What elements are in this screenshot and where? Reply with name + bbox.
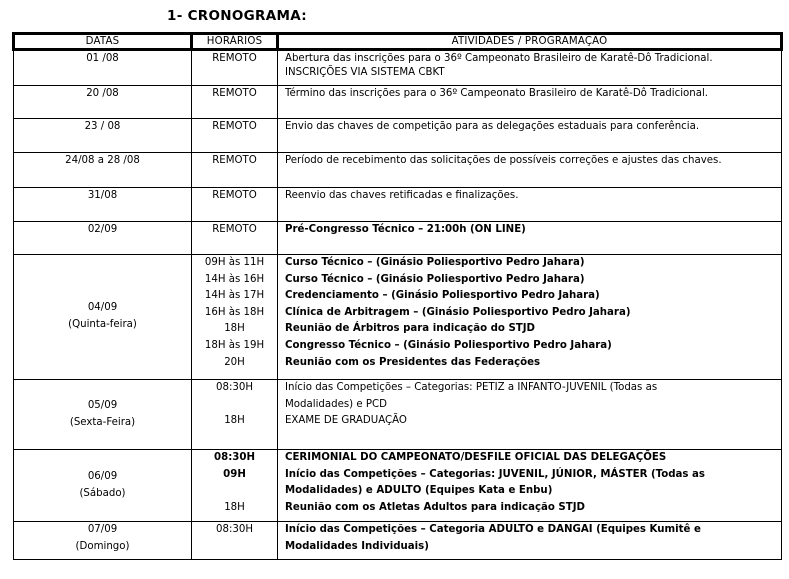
time-cell (192, 50, 278, 86)
date-cell (14, 222, 192, 255)
table-row (14, 188, 782, 222)
time-text: 14H às 16H (204, 273, 265, 285)
activity-cell (278, 188, 782, 222)
time-text: 16H às 18H (204, 306, 265, 318)
table-row (14, 86, 782, 119)
time-text (192, 397, 277, 414)
activity-text: Pré-Congresso Técnico – 21:00h (ON LINE) (285, 224, 526, 235)
activity-cell (278, 86, 782, 119)
column-header-times: HORÁRIOS (192, 34, 278, 50)
time-text: REMOTO (212, 121, 257, 132)
time-text: REMOTO (212, 224, 257, 235)
time-text: 20H (224, 356, 245, 368)
date-cell (14, 153, 192, 188)
weekday-text: (Sábado) (79, 487, 126, 499)
time-text: 14H às 17H (204, 290, 265, 302)
table-row (14, 119, 782, 153)
date-cell (14, 380, 192, 450)
time-text: 08:30H (214, 452, 255, 463)
activity-text: Envio das chaves de competição para as delegações estaduais para conferência. (285, 121, 700, 132)
date-text: 06/09 (87, 470, 118, 482)
date-cell (14, 86, 192, 119)
section-heading: 1- CRONOGRAMA: (167, 8, 307, 24)
date-cell (14, 450, 192, 522)
time-text (192, 483, 277, 500)
date-text: 05/09 (87, 399, 118, 411)
activity-text: Início das Competições – Categoria ADULTO e DANGAI (Equipes Kumitê e (285, 524, 701, 535)
time-cell (192, 522, 278, 560)
activity-text: Curso Técnico – (Ginásio Poliesportivo Pedro Jahara) (285, 273, 585, 285)
time-text: 08:30H (215, 382, 254, 393)
activity-text: Reenvio das chaves retificadas e finalizações. (285, 190, 519, 201)
activity-text: Clínica de Arbitragem – (Ginásio Poliesportivo Pedro Jahara) (285, 306, 631, 318)
time-text: REMOTO (212, 88, 257, 99)
time-cell (192, 119, 278, 153)
table-row (14, 153, 782, 188)
activity-cell (278, 153, 782, 188)
activity-cell (278, 222, 782, 255)
date-text: 02/09 (87, 224, 118, 235)
activity-cell (278, 380, 782, 450)
activity-text: Modalidades) e ADULTO (Equipes Kata e Enbu) (285, 485, 553, 497)
table-row (14, 50, 782, 86)
activity-text: Abertura das inscrições para o 36º Campeonato Brasileiro de Karatê-Dô Tradicional. (285, 53, 713, 64)
activity-text: Modalidades Individuais) (285, 540, 429, 552)
activity-text: Início das Competições – Categorias: PETIZ a INFANTO-JUVENIL (Todas as (285, 382, 658, 393)
weekday-text: (Domingo) (75, 540, 130, 552)
time-text: 09H às 11H (204, 257, 265, 268)
weekday-text: (Sexta-Feira) (69, 416, 136, 428)
header-row (14, 34, 782, 50)
date-cell (14, 50, 192, 86)
activity-text: Período de recebimento das solicitações de possíveis correções e ajustes das chaves. (285, 155, 722, 166)
time-text: REMOTO (212, 53, 257, 64)
time-cell (192, 188, 278, 222)
column-header-activities: ATIVIDADES / PROGRAMAÇÃO (278, 34, 782, 50)
activity-text: Reunião com os Atletas Adultos para indicação STJD (285, 501, 585, 513)
schedule-table (12, 32, 783, 560)
activity-text: Reunião de Árbitros para indicação do STJD (285, 323, 536, 335)
date-cell (14, 522, 192, 560)
table-row (14, 222, 782, 255)
time-cell (192, 222, 278, 255)
activity-cell (278, 50, 782, 86)
time-text: 08:30H (215, 524, 254, 535)
date-cell (14, 119, 192, 153)
time-cell (192, 255, 278, 380)
column-header-dates: DATAS (14, 34, 192, 50)
activity-text: EXAME DE GRADUAÇÃO (285, 415, 407, 427)
date-text: 31/08 (87, 190, 118, 201)
date-text: 07/09 (87, 524, 118, 535)
date-cell (14, 255, 192, 380)
table-row (14, 450, 782, 522)
activity-cell (278, 255, 782, 380)
time-cell (192, 380, 278, 450)
time-cell (192, 86, 278, 119)
time-text: 18H (224, 323, 245, 335)
activity-text: INSCRIÇÕES VIA SISTEMA CBKT (285, 66, 445, 78)
date-text: 04/09 (87, 302, 118, 314)
activity-text: Início das Competições – Categorias: JUVENIL, JÚNIOR, MÁSTER (Todas as (285, 468, 705, 480)
table-row (14, 522, 782, 560)
weekday-text: (Quinta-feira) (68, 319, 137, 330)
date-text: 24/08 a 28 /08 (65, 155, 140, 166)
time-text: 18H às 19H (204, 339, 265, 351)
date-text: 01 /08 (86, 53, 119, 64)
date-cell (14, 188, 192, 222)
activity-text: Reunião com os Presidentes das Federações (285, 356, 541, 368)
activity-cell (278, 450, 782, 522)
date-text: 23 / 08 (84, 121, 121, 132)
activity-text: Congresso Técnico – (Ginásio Poliesportivo Pedro Jahara) (285, 339, 612, 351)
activity-cell (278, 119, 782, 153)
activity-text: Curso Técnico – (Ginásio Poliesportivo Pedro Jahara) (285, 257, 585, 268)
table-row (14, 380, 782, 450)
time-text: 09H (223, 468, 246, 480)
activity-text: Modalidades) e PCD (285, 398, 387, 410)
time-cell (192, 450, 278, 522)
activity-text: CERIMONIAL DO CAMPEONATO/DESFILE OFICIAL DAS DELEGAÇÕES (285, 452, 667, 463)
time-text: REMOTO (212, 155, 257, 166)
table-row (14, 255, 782, 380)
schedule-sheet (12, 32, 780, 560)
activity-text: Credenciamento – (Ginásio Poliesportivo Pedro Jahara) (285, 290, 600, 302)
time-text: 18H (224, 501, 245, 513)
time-text: 18H (224, 415, 245, 427)
time-text: REMOTO (212, 190, 257, 201)
date-text: 20 /08 (86, 88, 119, 99)
activity-cell (278, 522, 782, 560)
activity-text: Término das inscrições para o 36º Campeonato Brasileiro de Karatê-Dô Tradicional. (285, 88, 709, 99)
time-cell (192, 153, 278, 188)
